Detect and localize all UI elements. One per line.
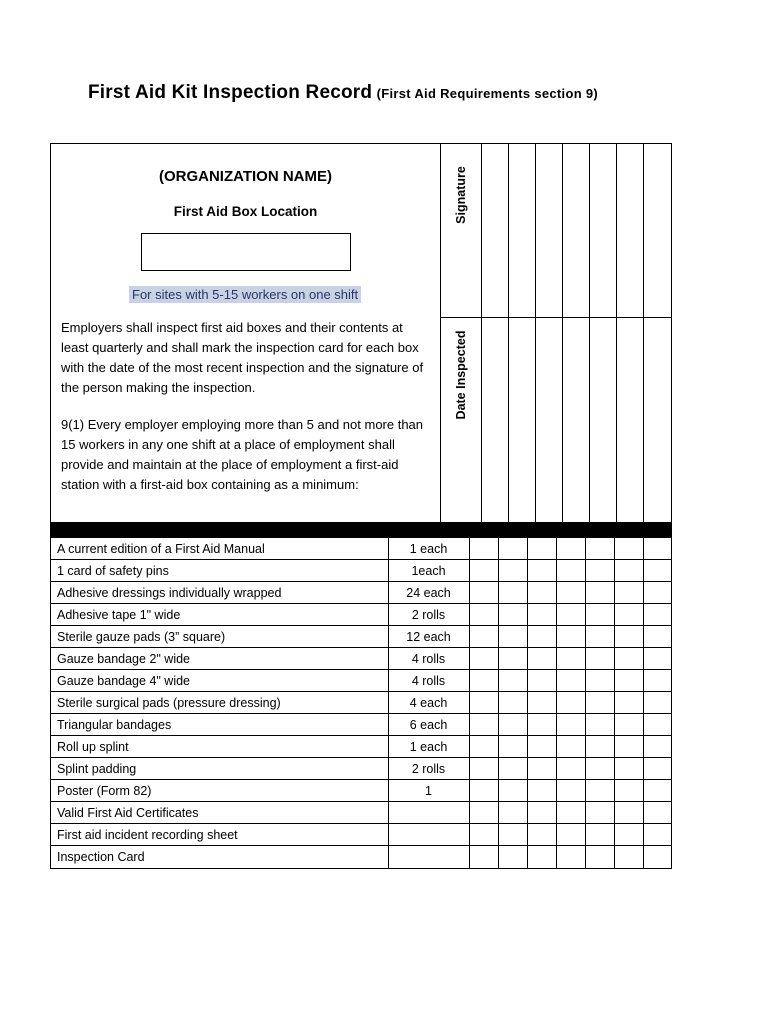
page-title bbox=[88, 82, 598, 104]
item-check-cell-7[interactable] bbox=[643, 802, 672, 824]
item-check-cell-4[interactable] bbox=[556, 714, 585, 736]
item-check-cell-4[interactable] bbox=[556, 626, 585, 648]
item-quantity-cell: 1 each bbox=[388, 538, 469, 560]
item-check-cell-5[interactable] bbox=[585, 670, 614, 692]
item-check-cell-4[interactable] bbox=[556, 582, 585, 604]
item-check-cell-6[interactable] bbox=[614, 736, 643, 758]
item-check-cell-1[interactable] bbox=[469, 604, 498, 626]
first-aid-box-location-input[interactable] bbox=[141, 233, 351, 271]
item-check-cell-2[interactable] bbox=[498, 692, 527, 714]
item-quantity-cell bbox=[388, 802, 469, 824]
item-check-cell-5[interactable] bbox=[585, 692, 614, 714]
table-row bbox=[51, 604, 672, 626]
item-quantity-cell: 2 rolls bbox=[388, 758, 469, 780]
item-check-cell-2[interactable] bbox=[498, 626, 527, 648]
item-check-cell-7[interactable] bbox=[643, 692, 672, 714]
item-check-cell-5[interactable] bbox=[585, 604, 614, 626]
item-name-cell: Roll up splint bbox=[51, 736, 388, 758]
table-row bbox=[51, 824, 672, 846]
item-check-cell-7[interactable] bbox=[643, 670, 672, 692]
item-check-cell-1[interactable] bbox=[469, 560, 498, 582]
page-title-subtitle: (First Aid Requirements section 9) bbox=[376, 86, 599, 101]
item-check-cell-4[interactable] bbox=[556, 670, 585, 692]
signature-date-column[interactable] bbox=[441, 144, 482, 522]
item-check-cell-6[interactable] bbox=[614, 758, 643, 780]
table-row bbox=[51, 736, 672, 758]
header-signature-columns bbox=[441, 144, 671, 522]
item-check-cell-6[interactable] bbox=[614, 714, 643, 736]
date-inspected-column-label: Date Inspected bbox=[454, 330, 468, 420]
item-check-cell-4[interactable] bbox=[556, 604, 585, 626]
item-check-cell-5[interactable] bbox=[585, 714, 614, 736]
table-row bbox=[51, 626, 672, 648]
inspection-requirement-paragraph: Employers shall inspect first aid boxes and their contents at least quarterly and shall mark the inspection card for each box with the date of the most recent inspection and the signature of the person making the inspection. bbox=[61, 320, 424, 395]
item-check-cell-3[interactable] bbox=[527, 670, 556, 692]
item-check-cell-7[interactable] bbox=[643, 846, 672, 868]
item-check-cell-3[interactable] bbox=[527, 824, 556, 846]
item-check-cell-2[interactable] bbox=[498, 538, 527, 560]
item-check-cell-7[interactable] bbox=[643, 582, 672, 604]
item-check-cell-1[interactable] bbox=[469, 846, 498, 868]
item-check-cell-7[interactable] bbox=[643, 758, 672, 780]
item-check-cell-1[interactable] bbox=[469, 736, 498, 758]
item-quantity-cell bbox=[388, 846, 469, 868]
inspection-form bbox=[50, 143, 672, 869]
item-check-cell-5[interactable] bbox=[585, 824, 614, 846]
item-name-cell: A current edition of a First Aid Manual bbox=[51, 538, 388, 560]
item-quantity-cell: 4 rolls bbox=[388, 670, 469, 692]
item-check-cell-1[interactable] bbox=[469, 692, 498, 714]
item-check-cell-4[interactable] bbox=[556, 692, 585, 714]
item-check-cell-3[interactable] bbox=[527, 626, 556, 648]
item-check-cell-6[interactable] bbox=[614, 648, 643, 670]
item-check-cell-6[interactable] bbox=[614, 538, 643, 560]
item-check-cell-5[interactable] bbox=[585, 538, 614, 560]
item-name-cell: Poster (Form 82) bbox=[51, 780, 388, 802]
item-check-cell-2[interactable] bbox=[498, 714, 527, 736]
item-check-cell-6[interactable] bbox=[614, 626, 643, 648]
item-check-cell-4[interactable] bbox=[556, 758, 585, 780]
item-name-cell: Valid First Aid Certificates bbox=[51, 802, 388, 824]
item-check-cell-7[interactable] bbox=[643, 780, 672, 802]
item-check-cell-3[interactable] bbox=[527, 692, 556, 714]
item-name-cell: Sterile surgical pads (pressure dressing) bbox=[51, 692, 388, 714]
item-check-cell-5[interactable] bbox=[585, 582, 614, 604]
table-row bbox=[51, 692, 672, 714]
item-check-cell-6[interactable] bbox=[614, 692, 643, 714]
item-check-cell-2[interactable] bbox=[498, 670, 527, 692]
item-check-cell-6[interactable] bbox=[614, 670, 643, 692]
item-check-cell-1[interactable] bbox=[469, 758, 498, 780]
item-check-cell-6[interactable] bbox=[614, 582, 643, 604]
item-name-cell: First aid incident recording sheet bbox=[51, 824, 388, 846]
item-check-cell-1[interactable] bbox=[469, 626, 498, 648]
item-check-cell-2[interactable] bbox=[498, 648, 527, 670]
item-check-cell-1[interactable] bbox=[469, 648, 498, 670]
item-check-cell-2[interactable] bbox=[498, 758, 527, 780]
item-check-cell-5[interactable] bbox=[585, 736, 614, 758]
item-check-cell-3[interactable] bbox=[527, 538, 556, 560]
item-check-cell-3[interactable] bbox=[527, 582, 556, 604]
item-quantity-cell bbox=[388, 824, 469, 846]
table-row bbox=[51, 648, 672, 670]
item-check-cell-4[interactable] bbox=[556, 780, 585, 802]
item-quantity-cell: 6 each bbox=[388, 714, 469, 736]
item-check-cell-3[interactable] bbox=[527, 736, 556, 758]
inspection-column-3[interactable] bbox=[536, 144, 563, 522]
item-name-cell: Adhesive dressings individually wrapped bbox=[51, 582, 388, 604]
item-check-cell-5[interactable] bbox=[585, 802, 614, 824]
item-name-cell: Sterile gauze pads (3” square) bbox=[51, 626, 388, 648]
item-check-cell-2[interactable] bbox=[498, 560, 527, 582]
item-check-cell-3[interactable] bbox=[527, 846, 556, 868]
column-divider bbox=[509, 317, 535, 318]
table-row bbox=[51, 780, 672, 802]
inspection-column-2[interactable] bbox=[509, 144, 536, 522]
table-row bbox=[51, 758, 672, 780]
first-aid-items-table bbox=[51, 537, 672, 868]
item-quantity-cell: 12 each bbox=[388, 626, 469, 648]
item-check-cell-4[interactable] bbox=[556, 802, 585, 824]
item-quantity-cell: 1 bbox=[388, 780, 469, 802]
item-check-cell-6[interactable] bbox=[614, 604, 643, 626]
inspection-column-4[interactable] bbox=[563, 144, 590, 522]
item-name-cell: Splint padding bbox=[51, 758, 388, 780]
item-check-cell-5[interactable] bbox=[585, 626, 614, 648]
item-check-cell-2[interactable] bbox=[498, 736, 527, 758]
item-check-cell-7[interactable] bbox=[643, 560, 672, 582]
item-name-cell: Adhesive tape 1" wide bbox=[51, 604, 388, 626]
item-check-cell-4[interactable] bbox=[556, 846, 585, 868]
item-check-cell-1[interactable] bbox=[469, 714, 498, 736]
item-check-cell-3[interactable] bbox=[527, 758, 556, 780]
section-9-1-paragraph: 9(1) Every employer employing more than 5 and not more than 15 workers in any one shift at a place of employment shall provide and maintain at the place of employment a first-aid station with a first-aid box containing as a minimum: bbox=[61, 417, 424, 492]
item-check-cell-4[interactable] bbox=[556, 824, 585, 846]
item-check-cell-6[interactable] bbox=[614, 802, 643, 824]
item-check-cell-1[interactable] bbox=[469, 582, 498, 604]
table-row bbox=[51, 802, 672, 824]
item-check-cell-7[interactable] bbox=[643, 736, 672, 758]
item-name-cell: Inspection Card bbox=[51, 846, 388, 868]
item-check-cell-3[interactable] bbox=[527, 560, 556, 582]
table-row bbox=[51, 582, 672, 604]
items-table-body bbox=[51, 538, 672, 868]
item-name-cell: Gauze bandage 2" wide bbox=[51, 648, 388, 670]
form-header-info bbox=[51, 144, 441, 522]
organization-name: (ORGANIZATION NAME) bbox=[158, 168, 333, 185]
sites-note-highlight: For sites with 5-15 workers on one shift bbox=[129, 286, 361, 303]
item-quantity-cell: 1 each bbox=[388, 736, 469, 758]
item-check-cell-5[interactable] bbox=[585, 780, 614, 802]
item-check-cell-2[interactable] bbox=[498, 582, 527, 604]
item-check-cell-3[interactable] bbox=[527, 604, 556, 626]
item-check-cell-7[interactable] bbox=[643, 824, 672, 846]
column-divider bbox=[617, 317, 643, 318]
table-row bbox=[51, 670, 672, 692]
item-check-cell-3[interactable] bbox=[527, 648, 556, 670]
item-quantity-cell: 2 rolls bbox=[388, 604, 469, 626]
item-check-cell-5[interactable] bbox=[585, 758, 614, 780]
item-check-cell-7[interactable] bbox=[643, 604, 672, 626]
item-check-cell-2[interactable] bbox=[498, 846, 527, 868]
table-row bbox=[51, 560, 672, 582]
item-check-cell-4[interactable] bbox=[556, 560, 585, 582]
item-check-cell-2[interactable] bbox=[498, 802, 527, 824]
column-divider bbox=[563, 317, 589, 318]
table-row bbox=[51, 538, 672, 560]
column-divider bbox=[536, 317, 562, 318]
item-quantity-cell: 4 rolls bbox=[388, 648, 469, 670]
item-quantity-cell: 24 each bbox=[388, 582, 469, 604]
item-check-cell-4[interactable] bbox=[556, 648, 585, 670]
item-name-cell: 1 card of safety pins bbox=[51, 560, 388, 582]
item-quantity-cell: 4 each bbox=[388, 692, 469, 714]
item-name-cell: Triangular bandages bbox=[51, 714, 388, 736]
section-separator-bar bbox=[51, 522, 671, 537]
signature-column-label: Signature bbox=[454, 166, 468, 224]
item-check-cell-7[interactable] bbox=[643, 538, 672, 560]
column-divider bbox=[644, 317, 671, 318]
item-check-cell-2[interactable] bbox=[498, 604, 527, 626]
column-divider bbox=[590, 317, 616, 318]
inspection-column-7[interactable] bbox=[644, 144, 671, 522]
item-check-cell-6[interactable] bbox=[614, 824, 643, 846]
item-check-cell-1[interactable] bbox=[469, 780, 498, 802]
inspection-column-1[interactable] bbox=[482, 144, 509, 522]
item-check-cell-2[interactable] bbox=[498, 824, 527, 846]
table-row bbox=[51, 846, 672, 868]
item-check-cell-5[interactable] bbox=[585, 560, 614, 582]
item-check-cell-4[interactable] bbox=[556, 538, 585, 560]
item-check-cell-2[interactable] bbox=[498, 780, 527, 802]
inspection-column-5[interactable] bbox=[590, 144, 617, 522]
column-divider bbox=[441, 317, 481, 318]
page-title-main: First Aid Kit Inspection Record bbox=[88, 82, 373, 103]
item-quantity-cell: 1each bbox=[388, 560, 469, 582]
table-row bbox=[51, 714, 672, 736]
item-check-cell-6[interactable] bbox=[614, 560, 643, 582]
item-check-cell-1[interactable] bbox=[469, 824, 498, 846]
item-check-cell-3[interactable] bbox=[527, 780, 556, 802]
item-name-cell: Gauze bandage 4" wide bbox=[51, 670, 388, 692]
column-divider bbox=[482, 317, 508, 318]
inspection-column-6[interactable] bbox=[617, 144, 644, 522]
item-check-cell-1[interactable] bbox=[469, 802, 498, 824]
item-check-cell-7[interactable] bbox=[643, 714, 672, 736]
item-check-cell-6[interactable] bbox=[614, 780, 643, 802]
item-check-cell-1[interactable] bbox=[469, 670, 498, 692]
item-check-cell-3[interactable] bbox=[527, 714, 556, 736]
item-check-cell-5[interactable] bbox=[585, 846, 614, 868]
item-check-cell-7[interactable] bbox=[643, 648, 672, 670]
item-check-cell-3[interactable] bbox=[527, 802, 556, 824]
item-check-cell-1[interactable] bbox=[469, 538, 498, 560]
form-header-block bbox=[51, 144, 671, 522]
item-check-cell-5[interactable] bbox=[585, 648, 614, 670]
item-check-cell-4[interactable] bbox=[556, 736, 585, 758]
first-aid-box-location-label: First Aid Box Location bbox=[173, 204, 318, 219]
item-check-cell-6[interactable] bbox=[614, 846, 643, 868]
item-check-cell-7[interactable] bbox=[643, 626, 672, 648]
